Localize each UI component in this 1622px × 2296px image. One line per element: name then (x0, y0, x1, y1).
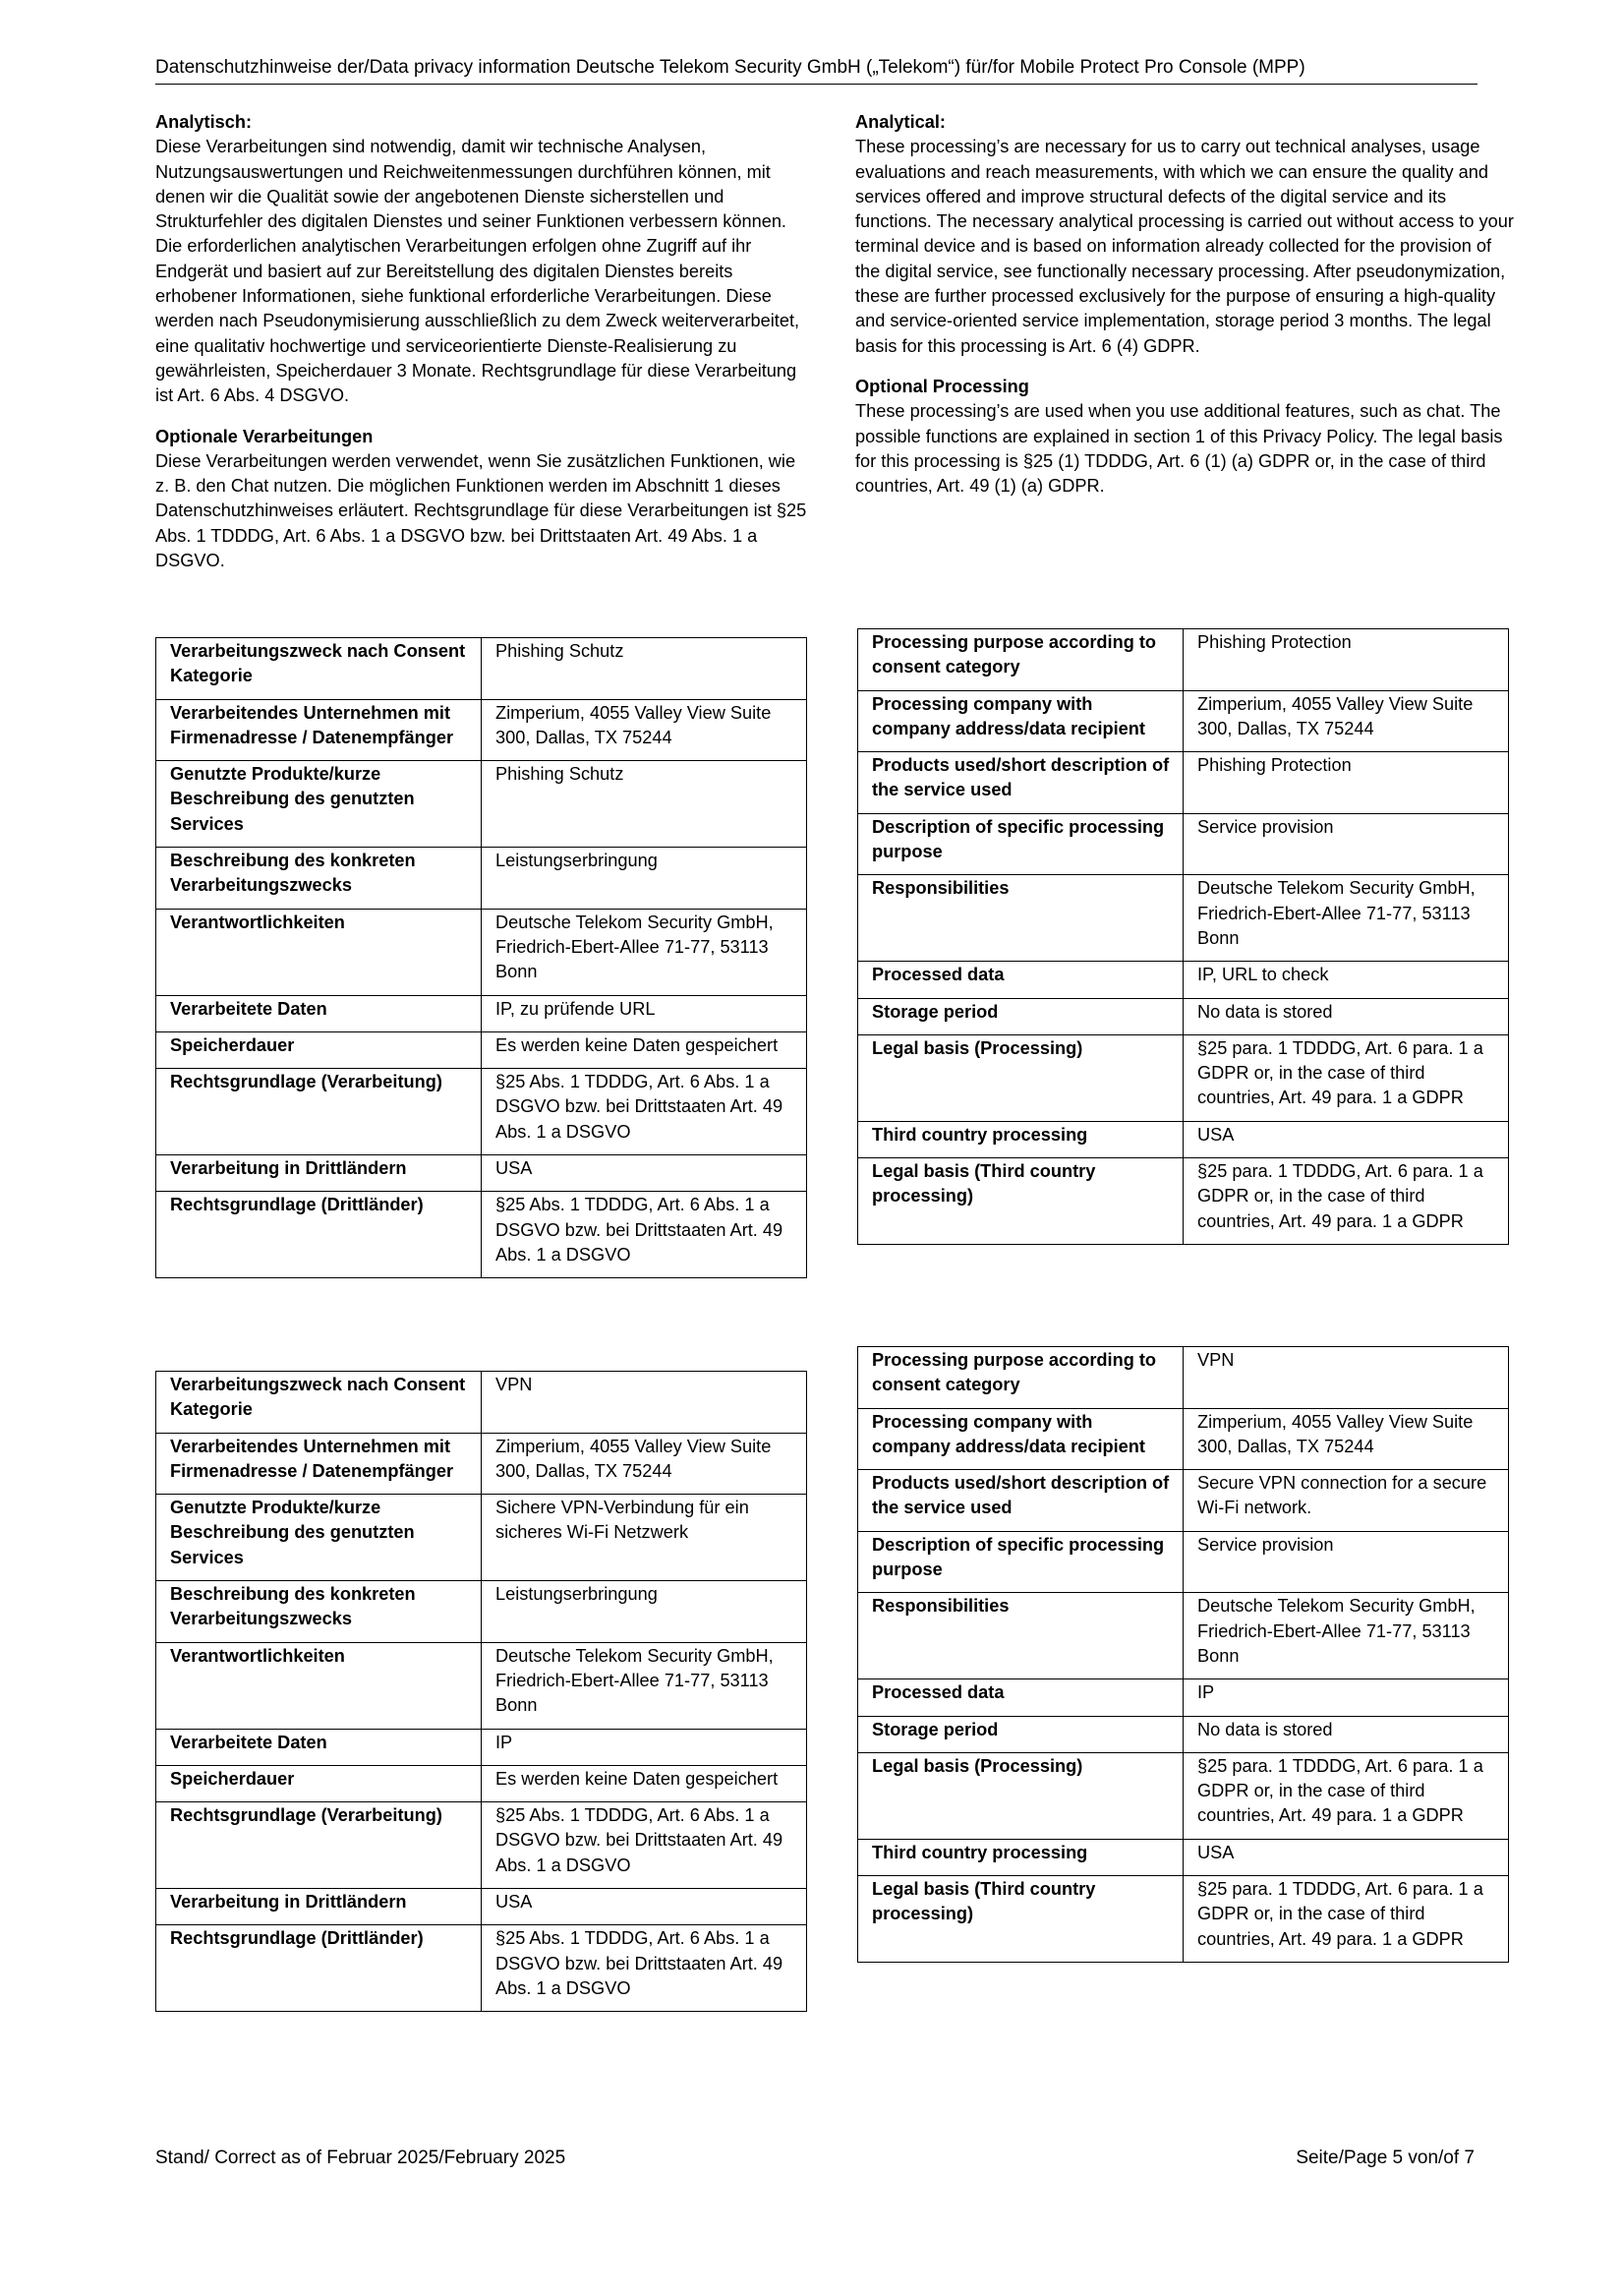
row-label: Responsibilities (858, 875, 1184, 962)
page-header: Datenschutzhinweise der/Data privacy information Deutsche Telekom Security GmbH („Telekom“) für/for Mobile Protect Pro Console (MPP) (155, 57, 1477, 85)
row-label: Third country processing (858, 1839, 1184, 1875)
row-label: Legal basis (Processing) (858, 1752, 1184, 1839)
row-label: Genutzte Produkte/kurze Beschreibung des genutzten Services (156, 1495, 482, 1581)
row-value: USA (482, 1889, 807, 1925)
row-value: Deutsche Telekom Security GmbH, Friedrich-Ebert-Allee 71-77, 53113 Bonn (482, 1642, 807, 1729)
table-row (156, 1729, 807, 1765)
table-row (156, 909, 807, 995)
table-row (858, 752, 1509, 814)
row-label: Beschreibung des konkreten Verarbeitungszwecks (156, 848, 482, 910)
row-value: IP (1184, 1679, 1509, 1716)
table-row (858, 813, 1509, 875)
en-phishing-table (857, 628, 1509, 1245)
row-label: Legal basis (Third country processing) (858, 1876, 1184, 1963)
row-label: Legal basis (Processing) (858, 1034, 1184, 1121)
row-label: Verarbeitungszweck nach Consent Kategorie (156, 638, 482, 700)
row-label: Storage period (858, 998, 1184, 1034)
row-value: §25 Abs. 1 TDDDG, Art. 6 Abs. 1 a DSGVO bzw. bei Drittstaaten Art. 49 Abs. 1 a DSGVO (482, 1802, 807, 1889)
row-value: Deutsche Telekom Security GmbH, Friedrich-Ebert-Allee 71-77, 53113 Bonn (1184, 1593, 1509, 1679)
row-label: Description of specific processing purpose (858, 1531, 1184, 1593)
row-label: Products used/short description of the service used (858, 752, 1184, 814)
table-row (156, 1495, 807, 1581)
row-value: Secure VPN connection for a secure Wi-Fi network. (1184, 1470, 1509, 1532)
row-label: Beschreibung des konkreten Verarbeitungszwecks (156, 1581, 482, 1643)
en-vpn-table (857, 1346, 1509, 1963)
row-label: Verarbeitendes Unternehmen mit Firmenadresse / Datenempfänger (156, 1433, 482, 1495)
row-label: Verarbeitungszweck nach Consent Kategorie (156, 1372, 482, 1434)
row-value: §25 Abs. 1 TDDDG, Art. 6 Abs. 1 a DSGVO bzw. bei Drittstaaten Art. 49 Abs. 1 a DSGVO (482, 1069, 807, 1155)
de-vpn-table (155, 1371, 807, 2012)
row-label: Legal basis (Third country processing) (858, 1158, 1184, 1245)
row-value: §25 Abs. 1 TDDDG, Art. 6 Abs. 1 a DSGVO bzw. bei Drittstaaten Art. 49 Abs. 1 a DSGVO (482, 1925, 807, 2012)
row-value: IP (482, 1729, 807, 1765)
table-row (858, 1347, 1509, 1409)
row-value: Sichere VPN-Verbindung für ein sicheres Wi-Fi Netzwerk (482, 1495, 807, 1581)
table-row (156, 1155, 807, 1192)
row-label: Verarbeitendes Unternehmen mit Firmenadresse / Datenempfänger (156, 699, 482, 761)
table-row (858, 1593, 1509, 1679)
table-row (858, 1121, 1509, 1157)
row-value: Deutsche Telekom Security GmbH, Friedrich-Ebert-Allee 71-77, 53113 Bonn (482, 909, 807, 995)
table-row (156, 1925, 807, 2012)
row-value: VPN (1184, 1347, 1509, 1409)
row-value: Phishing Schutz (482, 638, 807, 700)
row-label: Verantwortlichkeiten (156, 909, 482, 995)
row-value: §25 para. 1 TDDDG, Art. 6 para. 1 a GDPR or, in the case of third countries, Art. 49 para. 1 a GDPR (1184, 1752, 1509, 1839)
en-section-text: These processing’s are necessary for us to carry out technical analyses, usage evaluations and reach measurements, with which we can ensure the quality and services offered and improve structural defects of the digital service and its functions. The necessary analytical processing is carried out without access to your terminal device and is based on information already collected for the provision of the digital service, see functionally necessary processing. After pseudonymization, these are further processed exclusively for the purpose of ensuring a high-quality and service-oriented service implementation, storage period 3 months. The legal basis for this processing is Art. 6 (4) GDPR. (855, 137, 1514, 356)
row-value: Service provision (1184, 813, 1509, 875)
row-value: Zimperium, 4055 Valley View Suite 300, Dallas, TX 75244 (1184, 690, 1509, 752)
de-section-title: Analytisch: (155, 112, 253, 132)
en-section-title: Optional Processing (855, 376, 1029, 396)
german-intro (155, 110, 814, 589)
row-label: Processing company with company address/data recipient (858, 690, 1184, 752)
row-label: Rechtsgrundlage (Drittländer) (156, 1925, 482, 2012)
row-value: Deutsche Telekom Security GmbH, Friedrich-Ebert-Allee 71-77, 53113 Bonn (1184, 875, 1509, 962)
row-label: Speicherdauer (156, 1765, 482, 1801)
row-label: Verarbeitung in Drittländern (156, 1889, 482, 1925)
row-value: No data is stored (1184, 998, 1509, 1034)
table-row (156, 848, 807, 910)
table-row (156, 1765, 807, 1801)
de-section-text: Diese Verarbeitungen werden verwendet, wenn Sie zusätzlichen Funktionen, wie z. B. den Chat nutzen. Die möglichen Funktionen werden im Abschnitt 1 dieses Datenschutzhinweises erläutert. Rechtsgrundlage für diese Verarbeitungen ist §25 Abs. 1 TDDDG, Art. 6 Abs. 1 a DSGVO bzw. bei Drittstaaten Art. 49 Abs. 1 a DSGVO. (155, 450, 807, 571)
row-value: Service provision (1184, 1531, 1509, 1593)
row-label: Processed data (858, 1679, 1184, 1716)
de-phishing-table (155, 637, 807, 1278)
row-value: No data is stored (1184, 1716, 1509, 1752)
row-value: Leistungserbringung (482, 1581, 807, 1643)
table-row (858, 1839, 1509, 1875)
table-row (156, 1642, 807, 1729)
de-section-analytical (155, 110, 814, 409)
table-row (156, 638, 807, 700)
row-value: §25 para. 1 TDDDG, Art. 6 para. 1 a GDPR or, in the case of third countries, Art. 49 para. 1 a GDPR (1184, 1158, 1509, 1245)
row-value: Zimperium, 4055 Valley View Suite 300, Dallas, TX 75244 (1184, 1408, 1509, 1470)
row-value: Zimperium, 4055 Valley View Suite 300, Dallas, TX 75244 (482, 699, 807, 761)
table-row (156, 1069, 807, 1155)
row-label: Third country processing (858, 1121, 1184, 1157)
english-intro (855, 110, 1514, 514)
table-row (156, 1433, 807, 1495)
row-label: Genutzte Produkte/kurze Beschreibung des genutzten Services (156, 761, 482, 848)
table-row (858, 1752, 1509, 1839)
table-row (858, 1034, 1509, 1121)
row-value: §25 para. 1 TDDDG, Art. 6 para. 1 a GDPR or, in the case of third countries, Art. 49 para. 1 a GDPR (1184, 1034, 1509, 1121)
table-row (156, 1889, 807, 1925)
table-row (156, 1192, 807, 1278)
table-row (858, 962, 1509, 998)
row-value: USA (1184, 1839, 1509, 1875)
table-row (858, 1876, 1509, 1963)
de-section-text: Diese Verarbeitungen sind notwendig, damit wir technische Analysen, Nutzungsauswertungen und Reichweitenmessungen durchführen können, mit denen wir die Qualität sowie der angebotenen Dienste sicherstellen und Strukturfehler des digitalen Dienstes und seiner Funktionen verbessern können. Die erforderlichen analytischen Verarbeitungen erfolgen ohne Zugriff auf ihr Endgerät und basiert auf zur Bereitstellung des digitalen Dienstes bereits erhobener Informationen, siehe funktional erforderliche Verarbeitungen. Diese werden nach Pseudonymisierung ausschließlich zu dem Zweck weiterverarbeitet, eine qualitativ hochwertige und serviceorientierte Dienste-Realisierung zu gewährleisten, Speicherdauer 3 Monate. Rechtsgrundlage für diese Verarbeitung ist Art. 6 Abs. 4 DSGVO. (155, 137, 800, 406)
row-value: IP, zu prüfende URL (482, 995, 807, 1031)
table-row (156, 699, 807, 761)
table-row (858, 1679, 1509, 1716)
table-row (858, 629, 1509, 691)
row-label: Processing purpose according to consent category (858, 629, 1184, 691)
row-label: Verarbeitete Daten (156, 1729, 482, 1765)
en-section-optional (855, 375, 1514, 499)
de-section-optional (155, 425, 814, 574)
row-label: Processed data (858, 962, 1184, 998)
table-row (858, 1531, 1509, 1593)
footer-page-number: Seite/Page 5 von/of 7 (1296, 2148, 1475, 2168)
row-value: Zimperium, 4055 Valley View Suite 300, Dallas, TX 75244 (482, 1433, 807, 1495)
table-row (156, 1031, 807, 1068)
table-row (156, 761, 807, 848)
row-label: Storage period (858, 1716, 1184, 1752)
en-section-analytical (855, 110, 1514, 359)
row-label: Responsibilities (858, 1593, 1184, 1679)
row-value: Phishing Schutz (482, 761, 807, 848)
table-row (858, 1408, 1509, 1470)
footer-date: Stand/ Correct as of Februar 2025/February 2025 (155, 2148, 566, 2168)
table-row (156, 1372, 807, 1434)
table-row (156, 995, 807, 1031)
row-value: Leistungserbringung (482, 848, 807, 910)
table-row (156, 1581, 807, 1643)
row-label: Verarbeitete Daten (156, 995, 482, 1031)
table-row (858, 998, 1509, 1034)
en-section-text: These processing’s are used when you use additional features, such as chat. The possible functions are explained in section 1 of this Privacy Policy. The legal basis for this processing is §25 (1) TDDDG, Art. 6 (1) (a) GDPR or, in the case of third countries, Art. 49 (1) (a) GDPR. (855, 401, 1503, 497)
row-value: §25 Abs. 1 TDDDG, Art. 6 Abs. 1 a DSGVO bzw. bei Drittstaaten Art. 49 Abs. 1 a DSGVO (482, 1192, 807, 1278)
row-label: Speicherdauer (156, 1031, 482, 1068)
de-section-title: Optionale Verarbeitungen (155, 426, 374, 446)
table-row (858, 690, 1509, 752)
row-value: Es werden keine Daten gespeichert (482, 1031, 807, 1068)
row-label: Rechtsgrundlage (Verarbeitung) (156, 1802, 482, 1889)
row-label: Processing company with company address/data recipient (858, 1408, 1184, 1470)
row-label: Verarbeitung in Drittländern (156, 1155, 482, 1192)
row-value: USA (482, 1155, 807, 1192)
row-label: Verantwortlichkeiten (156, 1642, 482, 1729)
row-value: §25 para. 1 TDDDG, Art. 6 para. 1 a GDPR or, in the case of third countries, Art. 49 para. 1 a GDPR (1184, 1876, 1509, 1963)
en-section-title: Analytical: (855, 112, 946, 132)
row-label: Products used/short description of the service used (858, 1470, 1184, 1532)
row-value: Phishing Protection (1184, 752, 1509, 814)
table-row (858, 875, 1509, 962)
row-label: Rechtsgrundlage (Verarbeitung) (156, 1069, 482, 1155)
row-value: VPN (482, 1372, 807, 1434)
table-row (156, 1802, 807, 1889)
row-value: USA (1184, 1121, 1509, 1157)
row-label: Rechtsgrundlage (Drittländer) (156, 1192, 482, 1278)
table-row (858, 1716, 1509, 1752)
row-value: IP, URL to check (1184, 962, 1509, 998)
table-row (858, 1470, 1509, 1532)
row-value: Es werden keine Daten gespeichert (482, 1765, 807, 1801)
table-row (858, 1158, 1509, 1245)
row-label: Description of specific processing purpose (858, 813, 1184, 875)
row-label: Processing purpose according to consent category (858, 1347, 1184, 1409)
row-value: Phishing Protection (1184, 629, 1509, 691)
